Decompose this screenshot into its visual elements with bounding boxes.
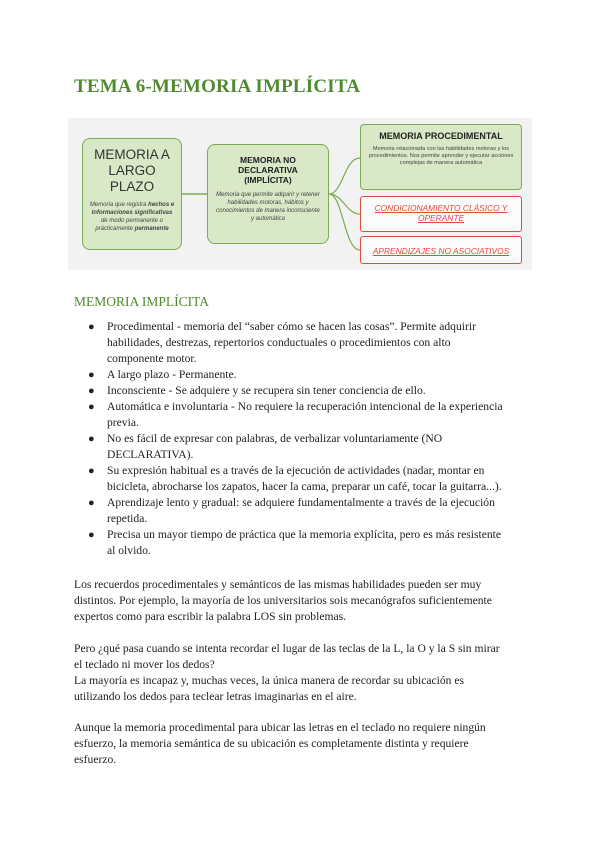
paragraph [74, 577, 527, 625]
paragraph-line: expertos como para escribir la palabra LOS sin problemas. [74, 610, 347, 623]
list-item-line: No es fácil de expresar con palabras, de verbalizar voluntariamente (NO [107, 432, 443, 445]
bullet-icon: ● [88, 529, 95, 541]
bullet-icon: ● [88, 433, 95, 445]
list-item [88, 527, 527, 559]
desc-text: Memoria que registra [89, 202, 149, 208]
long-term-memory-box [82, 138, 182, 250]
bullet-list [88, 319, 527, 559]
list-item-line: al olvido. [107, 544, 151, 557]
paragraph [74, 641, 527, 705]
paragraph-line: Pero ¿qué pasa cuando se intenta recordar el lugar de las teclas de la L, la O y la S sin mirar [74, 642, 500, 655]
list-item-line: repetida. [107, 512, 148, 525]
section-title: MEMORIA IMPLÍCITA [74, 294, 210, 309]
list-item-line: Procedimental - memoria del “saber cómo se hacen las cosas”. Permite adquirir [107, 320, 476, 333]
list-item-line: componente motor. [107, 352, 197, 365]
list-item-line: Su expresión habitual es a través de la ejecución de actividades (nadar, montar en [107, 464, 485, 477]
non-associative-learning-box: APRENDIZAJES NO ASOCIATIVOS [360, 236, 522, 264]
paragraph [74, 720, 527, 768]
paragraph-line: esfuerzo. [74, 753, 117, 766]
list-item-line: habilidades, destrezas, repertorios conductuales o procedimientos con alto [107, 336, 451, 349]
connector-line [329, 194, 360, 250]
conditioning-box: CONDICIONAMIENTO CLÁSICO Y OPERANTE [360, 196, 522, 232]
procedural-memory-box [360, 124, 522, 190]
list-item [88, 367, 527, 383]
list-item-line: Aprendizaje lento y gradual: se adquiere fundamentalmente a través de la ejecución [107, 496, 495, 509]
paragraph-line: Los recuerdos procedimentales y semánticos de las mismas habilidades pueden ser muy [74, 578, 482, 591]
box-heading: MEMORIA A LARGO PLAZO [94, 147, 170, 194]
list-item-line: previa. [107, 416, 139, 429]
bullet-icon: ● [88, 385, 95, 397]
paragraph-line: Aunque la memoria procedimental para ubicar las letras en el teclado no requiere ningún [74, 721, 486, 734]
box-description: Memoria relacionada con las habilidades motoras y los procedimientos. Nos permite aprender y ejecutar acciones complejas de manera automática [368, 146, 514, 166]
paragraph-line: esfuerzo, la memoria semántica de su ubicación es completamente distinta y requiere [74, 737, 469, 750]
bullet-icon: ● [88, 321, 95, 333]
list-item [88, 463, 527, 495]
memory-diagram [68, 118, 532, 270]
desc-bold: hechos e informaciones significativas [91, 202, 175, 216]
list-item-line: Inconsciente - Se adquiere y se recupera sin tener conciencia de ello. [107, 384, 426, 397]
box-description [88, 201, 176, 233]
bullet-icon: ● [88, 369, 95, 381]
bullet-icon: ● [88, 497, 95, 509]
non-declarative-memory-box [207, 144, 329, 244]
paragraph-line: el teclado ni mover los dedos? [74, 658, 215, 671]
list-item-line: bicicleta, abrocharse los zapatos, hacer la cama, preparar un café, tocar la guitarra...). [107, 480, 502, 493]
list-item [88, 495, 527, 527]
list-item [88, 399, 527, 431]
box-heading: MEMORIA NO DECLARATIVA (IMPLÍCITA) [238, 155, 298, 185]
paragraph-line: utilizando los dedos para teclear letras imaginarias en el aire. [74, 690, 357, 703]
list-item-line: A largo plazo - Permanente. [107, 368, 237, 381]
desc-text: de modo permanente o prácticamente [95, 218, 164, 232]
list-item [88, 319, 527, 367]
list-item-line: Automática e involuntaria - No requiere la recuperación intencional de la experiencia [107, 400, 503, 413]
list-item [88, 431, 527, 463]
desc-bold: permanente [134, 226, 169, 232]
connector-line [329, 158, 360, 194]
document-title: TEMA 6-MEMORIA IMPLÍCITA [74, 76, 361, 97]
bullet-icon: ● [88, 465, 95, 477]
list-item-line: Precisa un mayor tiempo de práctica que la memoria explícita, pero es más resistente [107, 528, 502, 541]
box-description: Memoria que permite adquirir y retener habilidades motoras, hábitos y conocimientos de manera inconsciente y automática [216, 192, 320, 222]
list-item-line: DECLARATIVA). [107, 448, 194, 461]
box-heading: MEMORIA PROCEDIMENTAL [379, 131, 503, 141]
list-item [88, 383, 527, 399]
bullet-icon: ● [88, 401, 95, 413]
paragraph-line: distintos. Por ejemplo, la mayoría de los universitarios sois mecanógrafos suficientemente [74, 594, 492, 607]
paragraph-line: La mayoría es incapaz y, muchas veces, la única manera de recordar su ubicación es [74, 674, 465, 687]
